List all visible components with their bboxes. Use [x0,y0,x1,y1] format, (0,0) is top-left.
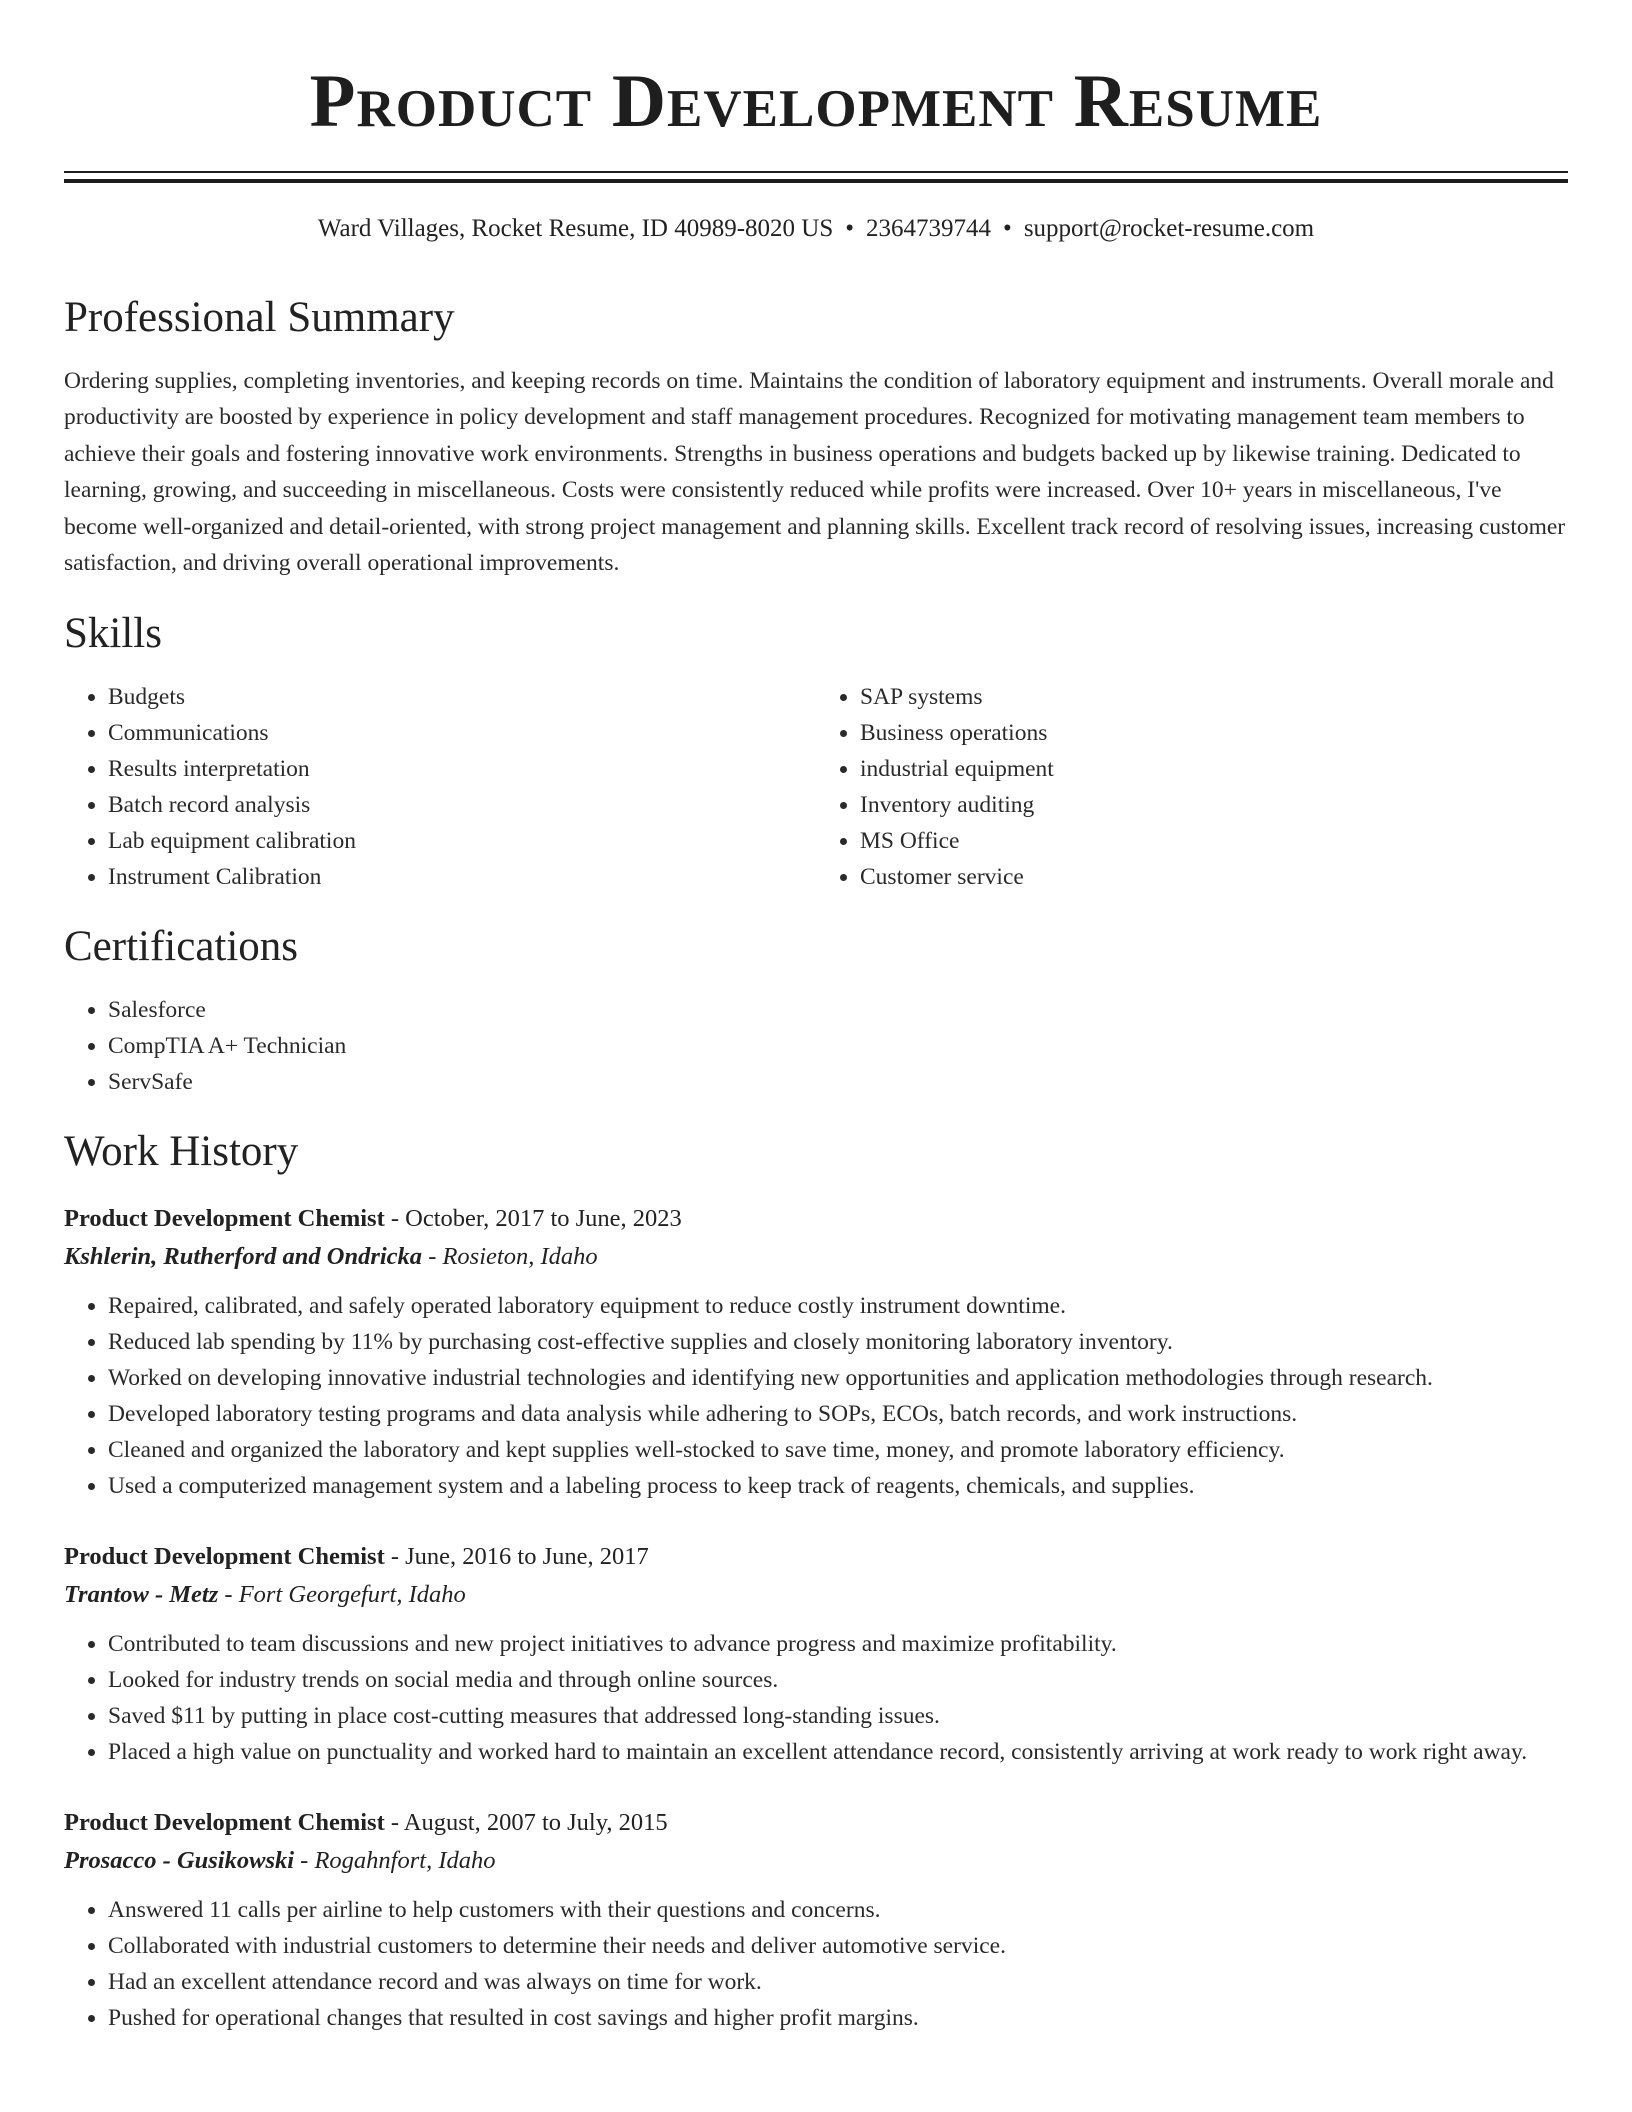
contact-line [64,213,1568,246]
job-bullet: • Contributed to team discussions and new project initiatives to advance progress and maximize profitability. [108,1626,1568,1662]
certification-item: • CompTIA A+ Technician [108,1028,1568,1064]
job-entry [64,1538,1568,1770]
skill-item: • industrial equipment [860,751,1568,787]
skill-item: • Lab equipment calibration [108,823,816,859]
job-company: Kshlerin, Rutherford and Ondricka [64,1242,423,1270]
skills-left-list [64,679,816,895]
skill-item: • Results interpretation [108,751,816,787]
job-bullet: • Pushed for operational changes that resulted in cost savings and higher profit margins. [108,2000,1568,2036]
skill-item: • Budgets [108,679,816,715]
contact-separator: • [845,215,855,242]
certification-item: • Salesforce [108,992,1568,1028]
job-company-line [64,1576,1568,1614]
job-title: Product Development Chemist [64,1204,385,1232]
job-bullets [64,1288,1568,1504]
contact-address: Ward Villages, Rocket Resume, ID 40989-8020 US [317,215,834,242]
job-entry [64,1200,1568,1504]
job-bullets [64,1892,1568,2036]
skill-item: • Instrument Calibration [108,859,816,895]
job-title: Product Development Chemist [64,1808,385,1836]
job-bullet: • Collaborated with industrial customers to determine their needs and deliver automotive service. [108,1928,1568,1964]
job-bullet: • Looked for industry trends on social media and through online sources. [108,1662,1568,1698]
job-bullet: • Cleaned and organized the laboratory and kept supplies well-stocked to save time, money, and promote laboratory efficiency. [108,1432,1568,1468]
skill-item: • Customer service [860,859,1568,895]
skill-item: • Business operations [860,715,1568,751]
job-bullet: • Had an excellent attendance record and was always on time for work. [108,1964,1568,2000]
job-entry [64,1804,1568,2036]
job-title-line [64,1804,1568,1842]
job-dates: - August, 2007 to July, 2015 [384,1808,668,1836]
skill-item: • MS Office [860,823,1568,859]
job-bullets [64,1626,1568,1770]
job-company: Prosacco - Gusikowski [64,1846,295,1874]
work-history-heading: Work History [64,1128,299,1176]
job-bullet: • Used a computerized management system and a labeling process to keep track of reagents, chemicals, and supplies. [108,1468,1568,1504]
certifications-list [64,992,1568,1100]
job-bullet: • Repaired, calibrated, and safely operated laboratory equipment to reduce costly instrument downtime. [108,1288,1568,1324]
job-bullet: • Placed a high value on punctuality and worked hard to maintain an excellent attendance record, consistently arriving at work ready to work right away. [108,1734,1568,1770]
job-company-line [64,1842,1568,1880]
skills-right-list [816,679,1568,895]
job-bullet: • Saved $11 by putting in place cost-cutting measures that addressed long-standing issues. [108,1698,1568,1734]
job-dates: - June, 2016 to June, 2017 [384,1542,649,1570]
skills-columns [64,679,1568,895]
job-bullet: • Answered 11 calls per airline to help customers with their questions and concerns. [108,1892,1568,1928]
job-title: Product Development Chemist [64,1542,385,1570]
job-bullet: • Developed laboratory testing programs and data analysis while adhering to SOPs, ECOs, batch records, and work instructions. [108,1396,1568,1432]
skill-item: • SAP systems [860,679,1568,715]
job-company-line [64,1238,1568,1276]
job-title-line [64,1200,1568,1238]
skill-item: • Batch record analysis [108,787,816,823]
skill-item: • Inventory auditing [860,787,1568,823]
job-bullet: • Worked on developing innovative industrial technologies and identifying new opportunities and application methodologies through research. [108,1360,1568,1396]
skill-item: • Communications [108,715,816,751]
job-title-line [64,1538,1568,1576]
job-bullet: • Reduced lab spending by 11% by purchasing cost-effective supplies and closely monitoring laboratory inventory. [108,1324,1568,1360]
contact-phone: 2364739744 [866,215,992,242]
job-location: - Rosieton, Idaho [422,1242,598,1270]
contact-separator: • [1003,215,1012,242]
contact-email: support@rocket-resume.com [1023,215,1315,242]
summary-heading: Professional Summary [64,293,455,341]
job-company: Trantow - Metz [64,1580,219,1608]
summary-text: Ordering supplies, completing inventories, and keeping records on time. Maintains the condition of laboratory equipment and instruments. Overall morale and productivity are boosted by experience in policy development and staff management procedures. Recognized for motivating management team members to achieve their goals and fostering innovative work environments. Strengths in business operations and budgets backed up by likewise training. Dedicated to learning, growing, and succeeding in miscellaneous. Costs were consistently reduced while profits were increased. Over 10+ years in miscellaneous, I've become well-organized and detail-oriented, with strong project management and planning skills. Excellent track record of resolving issues, increasing customer satisfaction, and driving overall operational improvements. [64,367,1566,577]
title-divider [64,171,1568,183]
job-location: - Rogahnfort, Idaho [294,1846,496,1874]
page-title: Product Development Resume [309,60,1323,143]
job-location: - Fort Georgefurt, Idaho [218,1580,466,1608]
job-dates: - October, 2017 to June, 2023 [384,1204,682,1232]
certifications-heading: Certifications [64,923,299,971]
certification-item: • ServSafe [108,1064,1568,1100]
skills-heading: Skills [64,609,162,657]
